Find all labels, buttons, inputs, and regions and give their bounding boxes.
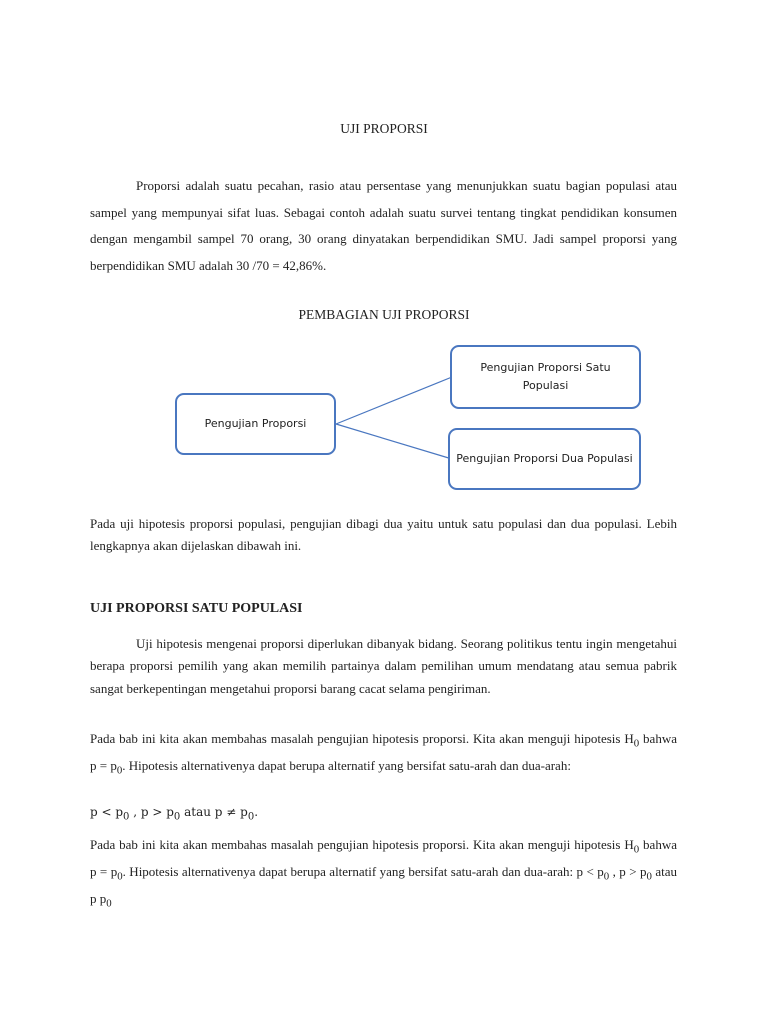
connector-line-top — [336, 377, 452, 424]
bab-two-text-d: , p > p — [609, 864, 647, 880]
diagram-branch-one-box — [450, 345, 641, 409]
formula-sub-b: 0 — [173, 811, 181, 823]
formula-part-d: . — [254, 805, 259, 819]
after-diagram-paragraph: Pada uji hipotesis proporsi populasi, pengujian dibagi dua yaitu untuk satu populasi dan dua populasi. Lebih lengkapnya akan dijelaskan dibawah ini. — [90, 516, 677, 553]
section-heading: PEMBAGIAN UJI PROPORSI — [298, 307, 470, 322]
intro-paragraph: Proporsi adalah suatu pecahan, rasio atau persentase yang menunjukkan suatu bagian populasi atau sampel yang mempunyai sifat luas. Sebagai contoh adalah suatu survei tentang tingkat pendidikan konsumen dengan mengambil sampel 70 orang, 30 orang dinyatakan berpendidikan SMU. Jadi sampel proporsi yang berpendidikan SMU adalah 30 /70 = 42,86%. — [90, 178, 677, 274]
diagram-branch-two-label: Pengujian Proporsi Dua Populasi — [456, 452, 633, 465]
bab-two-sub-b: 0 — [117, 870, 123, 883]
formula-part-c: atau p ≠ p — [180, 805, 248, 819]
paragraph-bab-two — [90, 834, 677, 915]
bab-two-sub-c: 0 — [603, 870, 610, 883]
bab-one-sub-a: 0 — [633, 737, 640, 750]
formula-part-a: p < p — [90, 805, 124, 819]
formula-sub-c: 0 — [247, 811, 255, 823]
subsection-heading: UJI PROPORSI SATU POPULASI — [90, 601, 303, 616]
paragraph-uji-hipotesis: Uji hipotesis mengenai proporsi diperlukan dibanyak bidang. Seorang politikus tentu ingin mengetahui berapa proporsi pemilih yang akan memilih partainya dalam pemilihan umum mendatang atau semua pabrik sangat berkepentingan mengetahui proporsi barang cacat selama pengiriman. — [90, 636, 677, 696]
bab-two-sub-e: 0 — [106, 897, 112, 910]
diagram-branch-two-box — [448, 428, 641, 490]
formula-sub-a: 0 — [123, 811, 130, 823]
diagram-root-label: Pengujian Proporsi — [204, 417, 307, 430]
bab-two-sub-a: 0 — [633, 843, 640, 856]
paragraph-bab-one — [90, 728, 677, 782]
connector-line-bottom — [336, 424, 452, 459]
diagram-branch-one-label: Pengujian Proporsi Satu Populasi — [480, 361, 611, 392]
bab-two-text-c: . Hipotesis alternativenya dapat berupa alternatif yang bersifat satu-arah dan dua-arah: p < p — [122, 864, 604, 880]
bab-one-text-b: bahwa p = p — [90, 731, 677, 774]
diagram-root-box — [175, 393, 336, 455]
formula-line — [90, 805, 258, 822]
bab-two-text-e: atau p p — [90, 864, 677, 907]
formula-part-b: , p > p — [129, 805, 174, 819]
bab-two-text-b: bahwa p = p — [90, 837, 677, 880]
page-title: UJI PROPORSI — [340, 121, 428, 136]
bab-two-sub-d: 0 — [646, 870, 652, 883]
bab-one-text-c: . Hipotesis alternativenya dapat berupa alternatif yang bersifat satu-arah dan dua-arah: — [122, 758, 571, 774]
bab-one-text-a: Pada bab ini kita akan membahas masalah pengujian hipotesis proporsi. Kita akan menguji hipotesis H — [90, 731, 634, 746]
bab-two-text-a: Pada bab ini kita akan membahas masalah pengujian hipotesis proporsi. Kita akan menguji hipotesis H — [90, 837, 634, 852]
bab-one-sub-b: 0 — [116, 764, 123, 777]
